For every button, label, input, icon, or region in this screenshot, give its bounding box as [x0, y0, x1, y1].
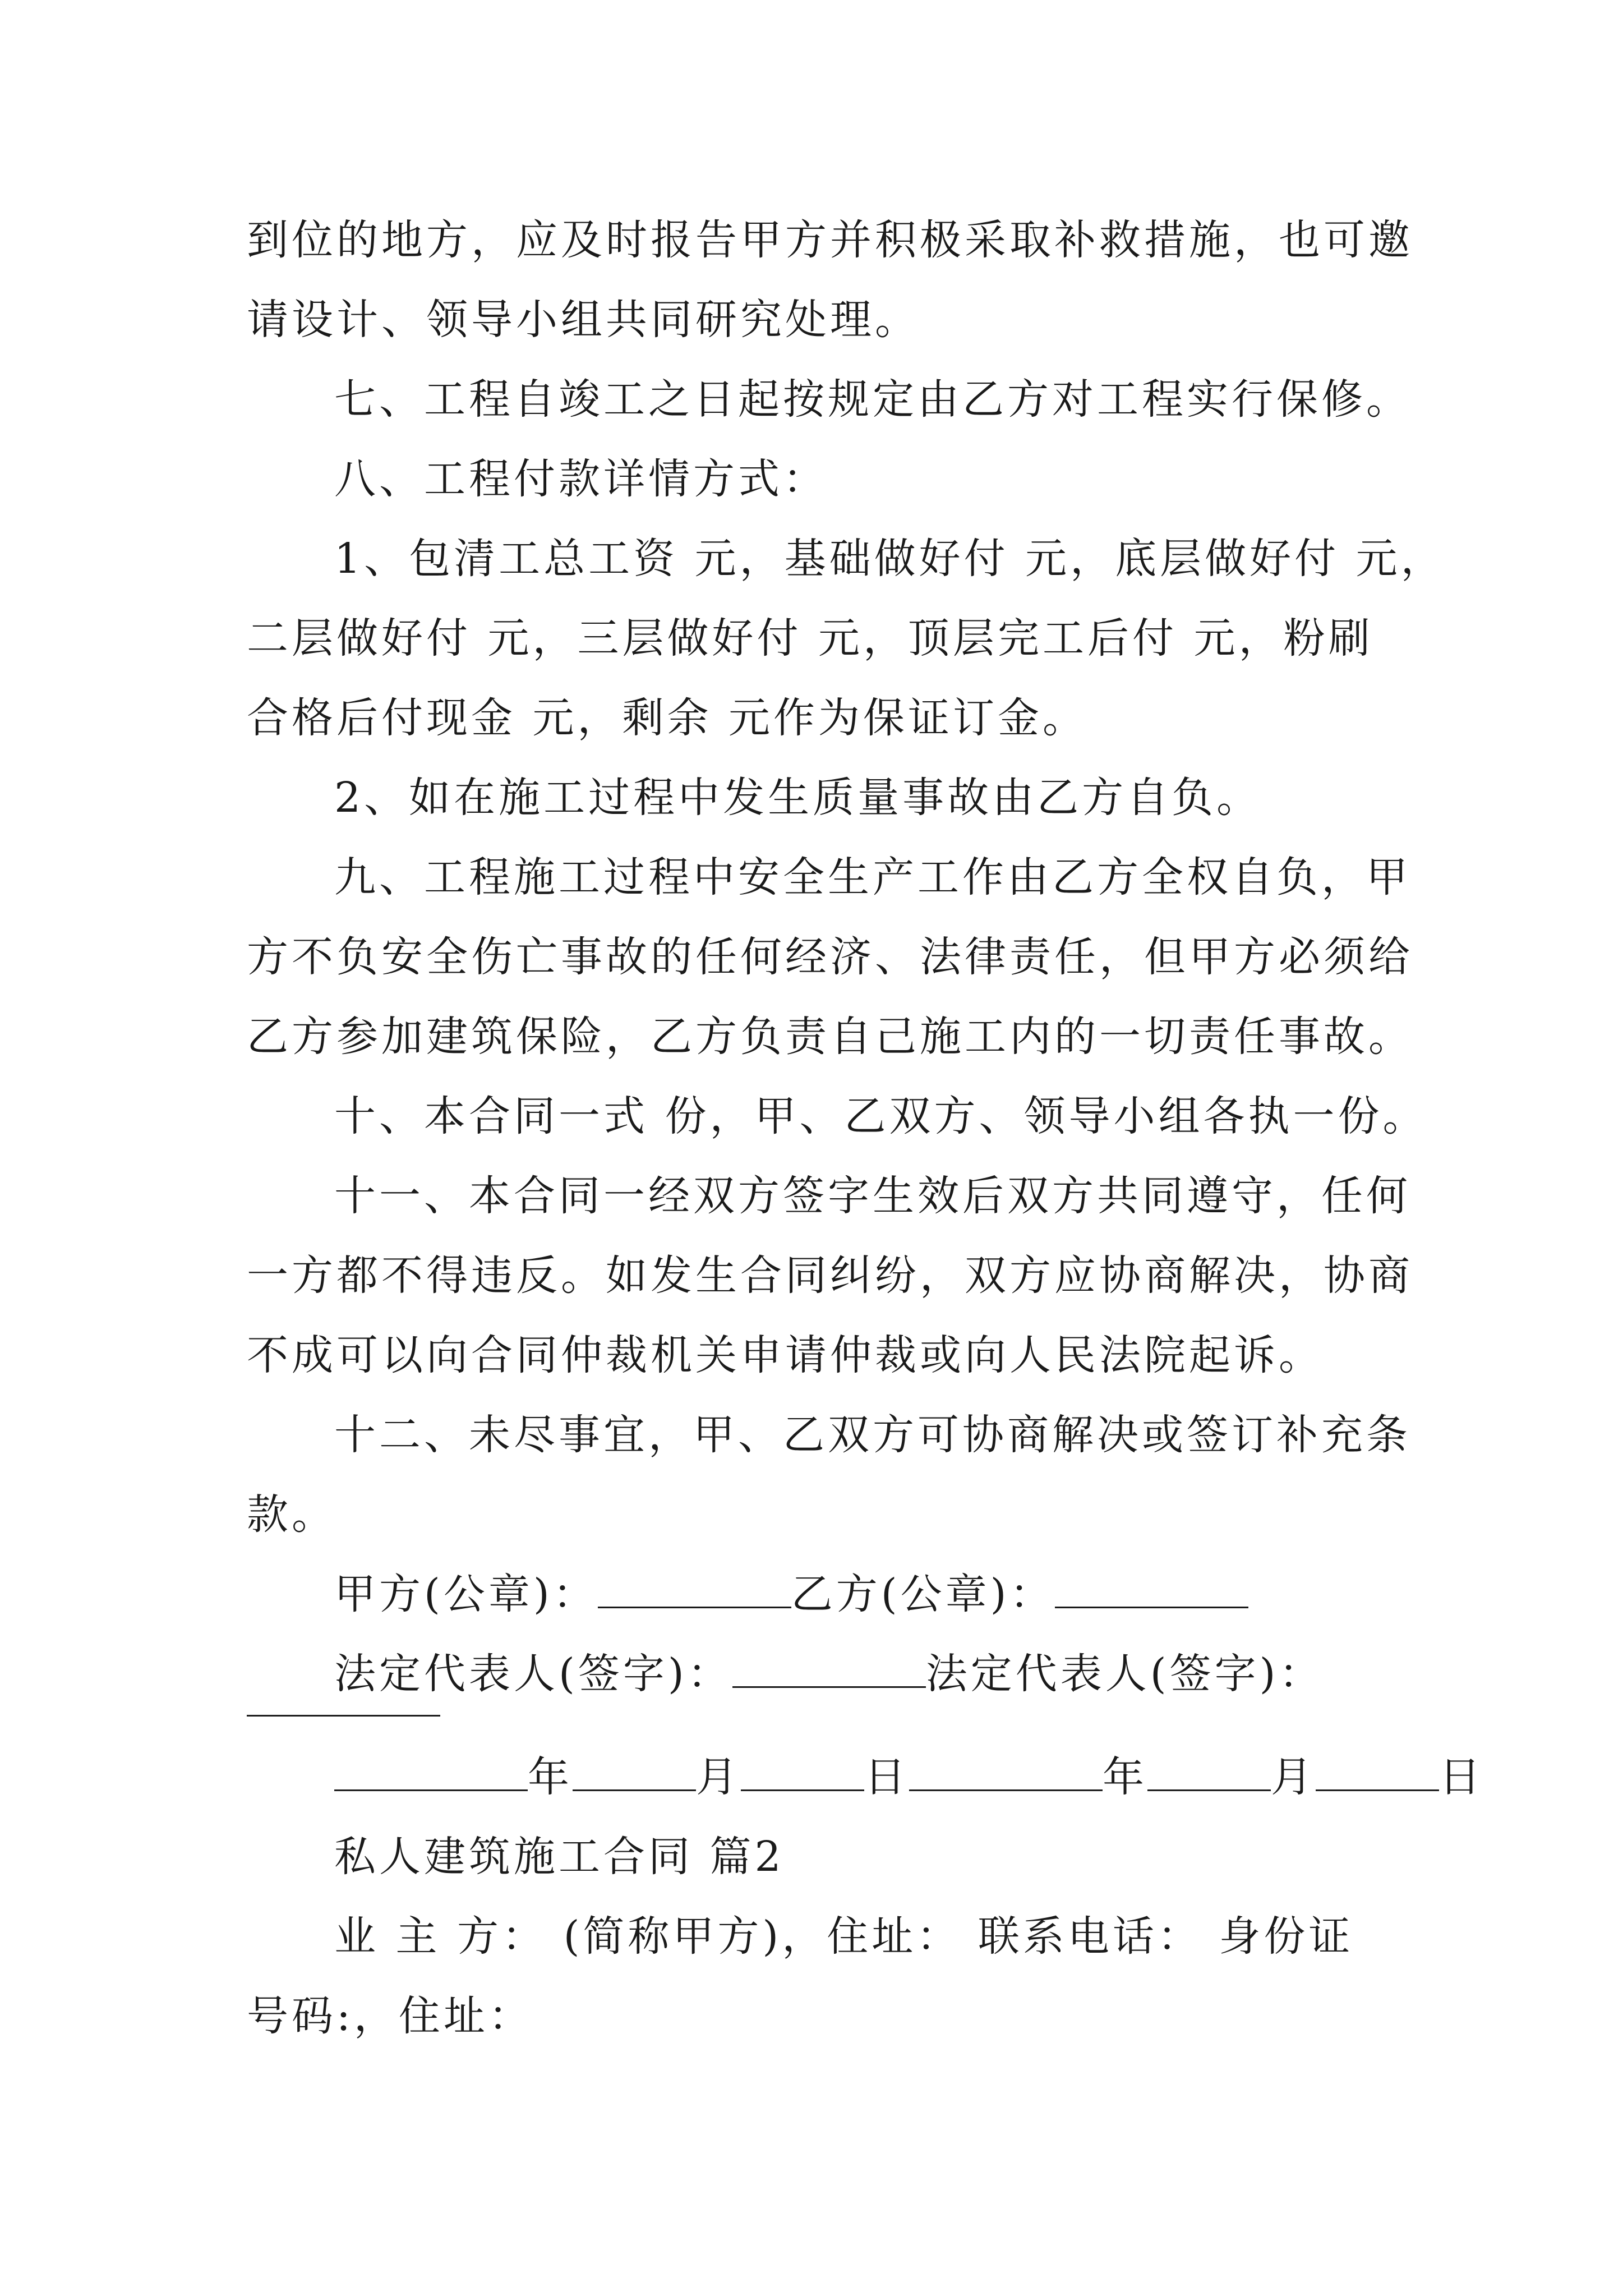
- month-label: 月: [696, 1753, 741, 1801]
- representative-line: [334, 1646, 1324, 1702]
- month-blank: [573, 1750, 696, 1791]
- rep-b-label: 法定代表人(签字)：: [925, 1650, 1324, 1698]
- paragraph-line: 合格后付现金 元，剩余 元作为保证订金。: [247, 694, 1088, 742]
- day-blank: [1316, 1750, 1439, 1791]
- year-blank: [334, 1750, 528, 1791]
- paragraph-line: 十、本合同一式 份，甲、乙双方、领导小组各执一份。: [334, 1092, 1428, 1140]
- signature-underline: [247, 1715, 440, 1717]
- paragraph-line: 一方都不得违反。如发生合同纠纷，双方应协商解决，协商: [247, 1251, 1413, 1300]
- paragraph-line: 乙方参加建筑保险，乙方负责自己施工内的一切责任事故。: [247, 1013, 1413, 1061]
- paragraph-line: 到位的地方，应及时报告甲方并积极采取补救措施，也可邀: [247, 216, 1413, 264]
- paragraph-line: 2、如在施工过程中发生质量事故由乙方自负。: [334, 774, 1262, 822]
- section-title: 私人建筑施工合同 篇2: [334, 1833, 785, 1881]
- year-label: 年: [528, 1753, 573, 1801]
- paragraph-line: 1、包清工总工资 元，基础做好付 元，底层做好付 元，: [334, 535, 1446, 583]
- month-blank: [1147, 1750, 1271, 1791]
- date-line: [334, 1749, 1484, 1805]
- year-blank: [909, 1750, 1103, 1791]
- year-label: 年: [1103, 1753, 1147, 1801]
- day-blank: [741, 1750, 864, 1791]
- paragraph-line: 十一、本合同一经双方签字生效后双方共同遵守，任何: [334, 1172, 1411, 1220]
- seal-line: [334, 1566, 1248, 1622]
- party-b-seal-label: 乙方(公章)：: [791, 1570, 1055, 1618]
- day-label: 日: [1439, 1753, 1484, 1801]
- owner-info-line: 号码:，住址：: [247, 1992, 533, 2040]
- paragraph-line: 不成可以向合同仲裁机关申请仲裁或向人民法院起诉。: [247, 1331, 1324, 1379]
- day-label: 日: [864, 1753, 909, 1801]
- paragraph-line: 七、工程自竣工之日起按规定由乙方对工程实行保修。: [334, 375, 1411, 424]
- paragraph-line: 八、工程付款详情方式：: [334, 455, 828, 503]
- paragraph-line: 请设计、领导小组共同研究处理。: [247, 296, 920, 344]
- owner-info-line: 业 主 方： (简称甲方)，住址： 联系电话： 身份证: [334, 1912, 1354, 1961]
- rep-a-label: 法定代表人(签字)：: [334, 1650, 732, 1698]
- party-a-seal-blank: [598, 1567, 791, 1608]
- month-label: 月: [1271, 1753, 1316, 1801]
- paragraph-line: 十二、未尽事宜，甲、乙双方可协商解决或签订补充条: [334, 1411, 1411, 1459]
- party-a-seal-label: 甲方(公章)：: [334, 1570, 598, 1618]
- paragraph-line: 九、工程施工过程中安全生产工作由乙方全权自负，甲: [334, 853, 1411, 901]
- party-b-seal-blank: [1055, 1567, 1248, 1608]
- paragraph-line: 二层做好付 元，三层做好付 元，顶层完工后付 元，粉刷: [247, 614, 1373, 662]
- rep-a-blank: [732, 1647, 926, 1688]
- paragraph-line: 款。: [247, 1490, 336, 1539]
- paragraph-line: 方不负安全伤亡事故的任何经济、法律责任，但甲方必须给: [247, 933, 1413, 981]
